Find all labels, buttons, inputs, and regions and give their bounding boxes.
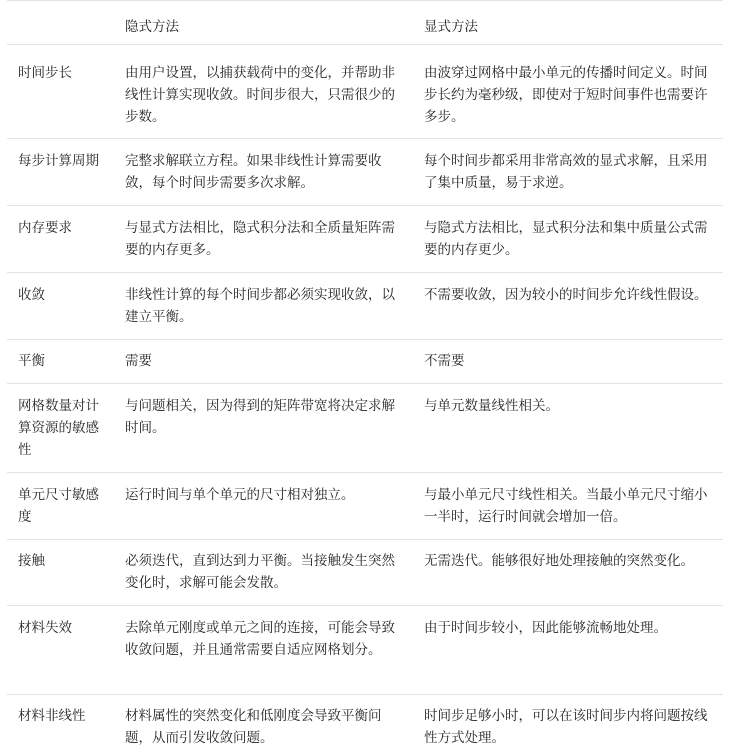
implicit-cell: 运行时间与单个单元的尺寸相对独立。 bbox=[125, 487, 355, 503]
table-row bbox=[7, 139, 723, 206]
table-row bbox=[7, 340, 723, 384]
row-label: 单元尺寸敏感度 bbox=[18, 487, 99, 525]
row-label: 平衡 bbox=[18, 353, 45, 369]
row-label: 时间步长 bbox=[18, 65, 72, 81]
row-label: 每步计算周期 bbox=[18, 153, 99, 169]
explicit-cell: 由于时间步较小，因此能够流畅地处理。 bbox=[424, 620, 667, 636]
explicit-cell: 不需要 bbox=[424, 353, 465, 369]
table-row bbox=[7, 606, 723, 695]
implicit-cell: 非线性计算的每个时间步都必须实现收敛，以建立平衡。 bbox=[125, 287, 395, 325]
row-label: 材料非线性 bbox=[18, 708, 86, 724]
explicit-cell: 与单元数量线性相关。 bbox=[424, 398, 559, 414]
explicit-cell: 不需要收敛，因为较小的时间步允许线性假设。 bbox=[424, 287, 708, 303]
explicit-cell: 与最小单元尺寸线性相关。当最小单元尺寸缩小一半时，运行时间就会增加一倍。 bbox=[424, 487, 708, 525]
header-implicit: 隐式方法 bbox=[125, 19, 179, 35]
header-explicit: 显式方法 bbox=[424, 19, 478, 35]
implicit-cell: 需要 bbox=[125, 353, 152, 369]
row-label: 材料失效 bbox=[18, 620, 72, 636]
implicit-cell: 由用户设置，以捕获载荷中的变化，并帮助非线性计算实现收敛。时间步很大，只需很少的步数。 bbox=[125, 65, 395, 125]
implicit-cell: 必须迭代，直到达到力平衡。当接触发生突然变化时，求解可能会发散。 bbox=[125, 553, 395, 591]
explicit-cell: 时间步足够小时，可以在该时间步内将问题按线性方式处理。 bbox=[424, 708, 708, 746]
table-row bbox=[7, 45, 723, 139]
table-row bbox=[7, 273, 723, 340]
table-row bbox=[7, 206, 723, 273]
row-label: 内存要求 bbox=[18, 220, 72, 236]
explicit-cell: 每个时间步都采用非常高效的显式求解，且采用了集中质量，易于求逆。 bbox=[424, 153, 708, 191]
implicit-cell: 与显式方法相比，隐式积分法和全质量矩阵需要的内存更多。 bbox=[125, 220, 395, 258]
explicit-cell: 由波穿过网格中最小单元的传播时间定义。时间步长约为毫秒级，即使对于短时间事件也需要许多步。 bbox=[424, 65, 708, 125]
implicit-cell: 去除单元刚度或单元之间的连接，可能会导致收敛问题，并且通常需要自适应网格划分。 bbox=[125, 620, 395, 658]
table-row bbox=[7, 384, 723, 473]
table-row bbox=[7, 695, 723, 755]
table-row bbox=[7, 473, 723, 540]
table-header-row bbox=[7, 0, 723, 45]
row-label: 网格数量对计算资源的敏感性 bbox=[18, 398, 99, 458]
implicit-cell: 材料属性的突然变化和低刚度会导致平衡问题，从而引发收敛问题。 bbox=[125, 708, 382, 746]
row-label: 接触 bbox=[18, 553, 45, 569]
implicit-cell: 与问题相关，因为得到的矩阵带宽将决定求解时间。 bbox=[125, 398, 395, 436]
row-label: 收敛 bbox=[18, 287, 45, 303]
implicit-cell: 完整求解联立方程。如果非线性计算需要收敛，每个时间步需要多次求解。 bbox=[125, 153, 382, 191]
explicit-cell: 无需迭代。能够很好地处理接触的突然变化。 bbox=[424, 553, 694, 569]
table-row bbox=[7, 540, 723, 606]
comparison-table bbox=[7, 0, 723, 755]
explicit-cell: 与隐式方法相比，显式积分法和集中质量公式需要的内存更少。 bbox=[424, 220, 708, 258]
